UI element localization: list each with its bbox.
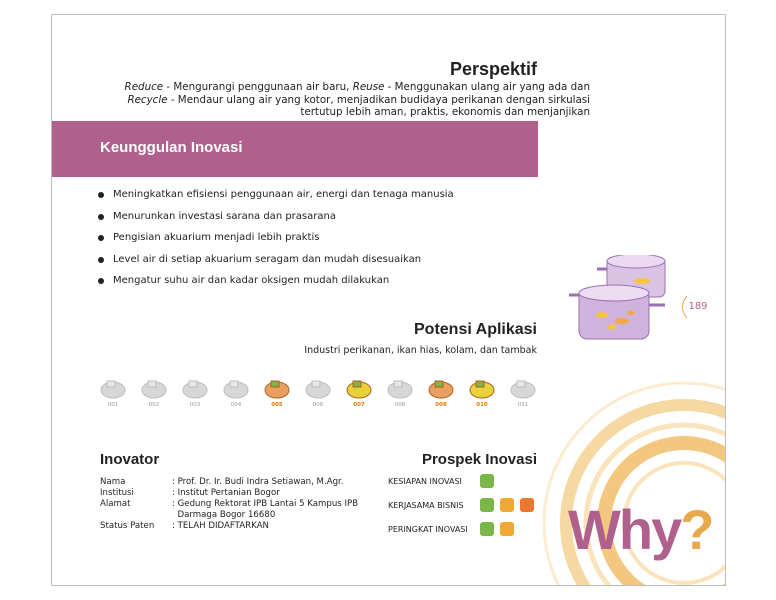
aquarium-tanks-illustration xyxy=(567,255,677,350)
inovator-key: Nama xyxy=(100,477,126,487)
application-icon-number: 004 xyxy=(230,402,242,408)
pipe-icon xyxy=(508,377,538,401)
bullet-icon xyxy=(98,214,104,220)
application-icon-number: 008 xyxy=(394,402,406,408)
list-item-text: Menurunkan investasi sarana dan prasarana xyxy=(113,210,336,222)
application-icon-cell xyxy=(221,377,257,417)
recycle-term: Recycle xyxy=(127,93,168,106)
cheese-food-icon xyxy=(344,377,374,401)
prospek-badge-icon xyxy=(500,522,514,536)
bullet-icon xyxy=(98,257,104,263)
machine-icon xyxy=(98,377,128,401)
keunggulan-title: Keunggulan Inovasi xyxy=(100,139,243,156)
brain-icon xyxy=(139,377,169,401)
prospek-badge-icon xyxy=(480,498,494,512)
leaves-icon xyxy=(385,377,415,401)
inovator-value: : TELAH DIDAFTARKAN xyxy=(172,521,269,531)
application-icon-cell xyxy=(508,377,544,417)
bullet-icon xyxy=(98,278,104,284)
application-icon-number: 011 xyxy=(517,402,529,408)
inovator-value: Darmaga Bogor 16680 xyxy=(172,510,276,520)
plant-soil-icon xyxy=(262,377,292,401)
prospek-title: Prospek Inovasi xyxy=(421,451,537,468)
bullet-icon xyxy=(98,192,104,198)
application-icon-cell xyxy=(467,377,503,417)
inovator-value: : Institut Pertanian Bogor xyxy=(172,488,280,498)
application-icon-cell xyxy=(262,377,298,417)
magnifier-icon xyxy=(303,377,333,401)
inovator-key: Alamat xyxy=(100,499,131,509)
inovator-table xyxy=(100,477,358,532)
application-icon-strip xyxy=(98,377,548,413)
application-icon-number: 001 xyxy=(107,402,119,408)
table-row xyxy=(100,510,358,521)
landscape-icon xyxy=(180,377,210,401)
recycle-fish-icon xyxy=(467,377,497,401)
keunggulan-band xyxy=(52,121,538,177)
inovator-value: : Gedung Rektorat IPB Lantai 5 Kampus IPB xyxy=(172,499,359,509)
list-item-text: Meningkatkan efisiensi penggunaan air, energi dan tenaga manusia xyxy=(113,189,454,200)
perspektif-title: Perspektif xyxy=(449,59,537,79)
application-icon-number: 007 xyxy=(353,402,365,408)
table-row xyxy=(100,499,358,510)
reuse-term: Reuse xyxy=(352,81,385,93)
list-item xyxy=(98,209,518,231)
bullet-icon xyxy=(98,235,104,241)
application-icon-number: 010 xyxy=(476,402,488,408)
application-icon-cell xyxy=(344,377,380,417)
recycle-text: - Mendaur ulang air yang kotor, menjadikan budidaya perikanan dengan sirkulasi tertutup lebih aman, praktis, ekonomis dan menjanjikan xyxy=(167,93,590,118)
table-row xyxy=(100,477,358,488)
list-item-text: Mengatur suhu air dan kadar oksigen mudah dilakukan xyxy=(113,275,390,286)
perspektif-text xyxy=(112,81,590,119)
prospek-label: PERINGKAT INOVASI xyxy=(388,525,468,534)
potensi-text: Industri perikanan, ikan hias, kolam, dan tambak xyxy=(304,345,537,356)
table-row xyxy=(100,488,358,499)
syringe-icon xyxy=(221,377,251,401)
why-word: Why xyxy=(568,498,681,561)
prospek-badge-icon xyxy=(500,498,514,512)
prospek-label: KESIAPAN INOVASI xyxy=(388,477,462,486)
inovator-value: : Prof. Dr. Ir. Budi Indra Setiawan, M.Agr. xyxy=(172,477,344,487)
inovator-title: Inovator xyxy=(100,451,160,468)
application-icon-number: 006 xyxy=(312,402,324,408)
page xyxy=(51,14,726,586)
reduce-term: Reduce xyxy=(124,81,164,93)
application-icon-number: 002 xyxy=(148,402,160,408)
list-item xyxy=(98,252,518,274)
application-icon-number: 005 xyxy=(271,402,283,408)
keunggulan-list xyxy=(98,187,518,295)
application-icon-number: 003 xyxy=(189,402,201,408)
application-icon-cell xyxy=(139,377,175,417)
table-row xyxy=(100,521,358,532)
list-item-text: Pengisian akuarium menjadi lebih praktis xyxy=(113,232,320,243)
why-question-mark: ? xyxy=(680,498,713,561)
inovator-key xyxy=(100,510,172,521)
inovator-key: Status Paten xyxy=(100,521,155,531)
application-icon-cell xyxy=(303,377,339,417)
application-icon-cell xyxy=(180,377,216,417)
application-icon-number: 009 xyxy=(435,402,447,408)
list-item-text: Level air di setiap akuarium seragam dan mudah disesuaikan xyxy=(113,253,422,265)
why-logo xyxy=(568,497,712,562)
application-icon-cell xyxy=(98,377,134,417)
list-item xyxy=(98,230,518,252)
prospek-badge-icon xyxy=(480,474,494,488)
prospek-badge-icon xyxy=(520,498,534,512)
reuse-text: - Menggunakan ulang air yang ada dan xyxy=(384,81,590,93)
application-icon-cell xyxy=(426,377,462,417)
list-item xyxy=(98,273,518,295)
page-number: 189 xyxy=(682,291,714,323)
fish-target-icon xyxy=(426,377,456,401)
application-icon-cell xyxy=(385,377,421,417)
potensi-title: Potensi Aplikasi xyxy=(414,321,537,338)
reduce-text: - Mengurangi penggunaan air baru, xyxy=(163,81,353,93)
prospek-label: KERJASAMA BISNIS xyxy=(388,501,464,510)
inovator-key: Institusi xyxy=(100,488,134,498)
prospek-badge-icon xyxy=(480,522,494,536)
list-item xyxy=(98,187,518,209)
